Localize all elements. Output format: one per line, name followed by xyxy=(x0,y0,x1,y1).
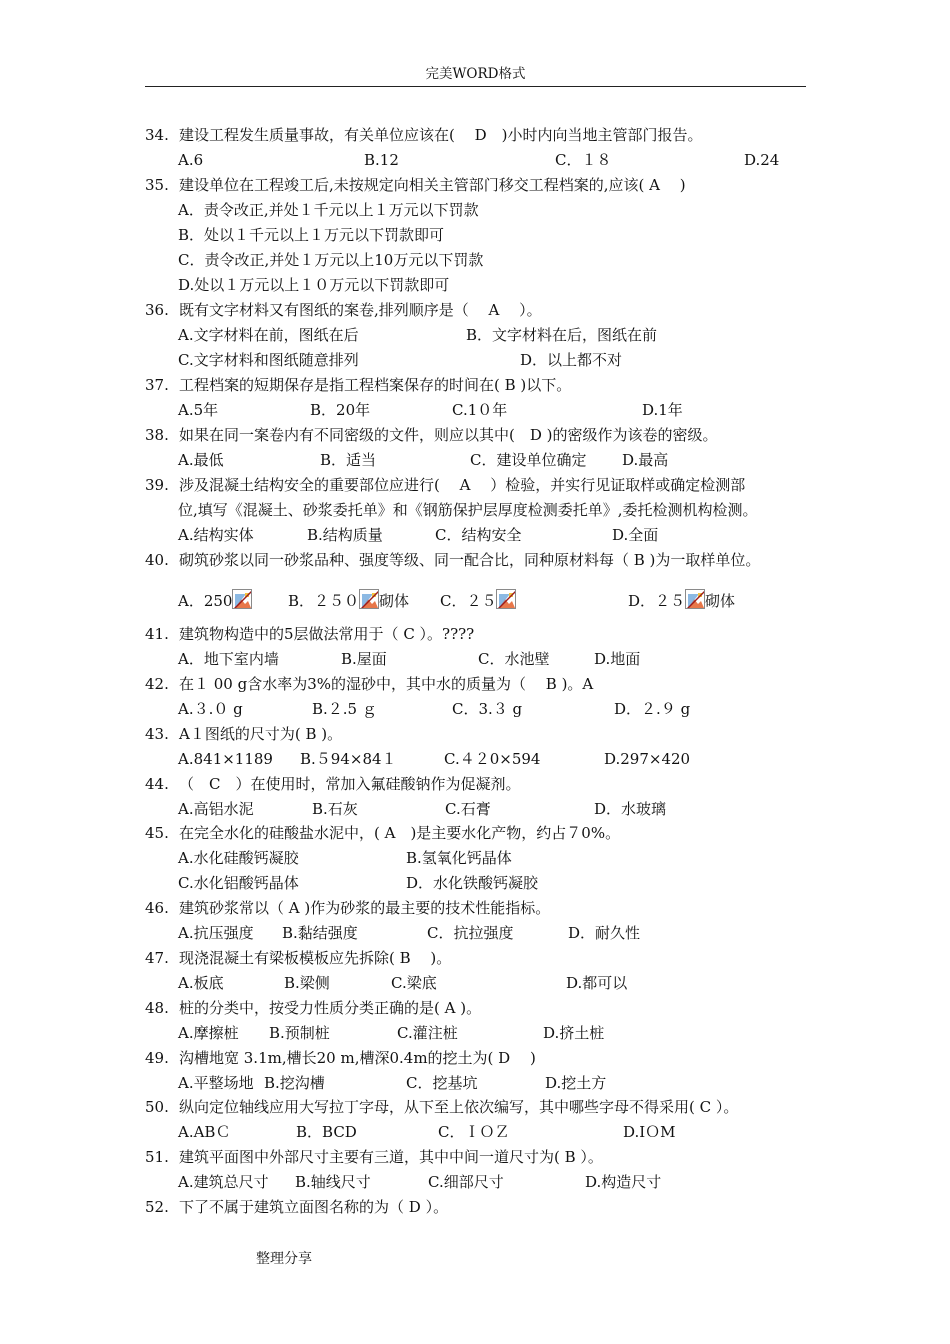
option-c: C.文字材料和图纸随意排列 xyxy=(178,351,359,369)
option-b: B.结构质量 xyxy=(307,526,383,544)
question-38 xyxy=(145,423,718,448)
question-42 xyxy=(145,672,593,697)
question-text: 建筑平面图中外部尺寸主要有三道，其中中间一道尺寸为( B ）。 xyxy=(179,1148,603,1166)
broken-image-icon xyxy=(685,589,705,609)
option-b: B．文字材料在后，图纸在前 xyxy=(466,326,658,344)
question-text: 建筑砂浆常以（ A )作为砂浆的最主要的技术性能指标。 xyxy=(179,899,551,917)
question-52 xyxy=(145,1195,448,1220)
question-number: 43. xyxy=(145,725,169,743)
option-a: A．地下室内墙 xyxy=(178,650,279,668)
question-number: 34. xyxy=(145,126,169,144)
option-b: B.挖沟槽 xyxy=(264,1074,325,1092)
option-d xyxy=(628,589,735,614)
option-a: A.ABＣ xyxy=(178,1123,231,1141)
question-text: 在１ 00 g含水率为3%的湿砂中，其中水的质量为（ B )。A xyxy=(179,675,594,693)
option-a: A.抗压强度 xyxy=(178,924,254,942)
question-number: 44. xyxy=(145,775,169,793)
option-suffix: 砌体 xyxy=(705,592,736,610)
option-a: A.３.０ g xyxy=(178,700,243,718)
question-40 xyxy=(145,548,760,573)
option-a: A.建筑总尺寸 xyxy=(178,1173,269,1191)
option-text: B．２５０ xyxy=(288,592,360,610)
option-c: C．１８ xyxy=(555,151,612,169)
option-b xyxy=(288,589,409,614)
option-a: A.最低 xyxy=(178,451,224,469)
option-text: A．250 xyxy=(178,592,233,610)
question-text: 现浇混凝土有梁板模板应先拆除( B )。 xyxy=(179,949,452,967)
option-d: D．水玻璃 xyxy=(594,800,667,818)
question-number: 35. xyxy=(145,176,169,194)
question-37 xyxy=(145,373,571,398)
question-number: 39. xyxy=(145,476,169,494)
option-a: A.文字材料在前，图纸在后 xyxy=(178,326,359,344)
option-a: A.结构实体 xyxy=(178,526,254,544)
option-c: C．责令改正,并处１万元以上10万元以下罚款 xyxy=(178,251,484,269)
option-b: B.屋面 xyxy=(341,650,387,668)
option-b: B.石灰 xyxy=(312,800,358,818)
option-c: C.细部尺寸 xyxy=(428,1173,504,1191)
question-text: 砌筑砂浆以同一砂浆品种、强度等级、同一配合比，同种原材料每（ B )为一取样单位。 xyxy=(179,551,761,569)
option-b: B.12 xyxy=(364,151,399,169)
option-d: D．耐久性 xyxy=(568,924,641,942)
question-number: 50. xyxy=(145,1098,169,1116)
option-b: B.梁侧 xyxy=(284,974,330,992)
question-number: 41. xyxy=(145,625,169,643)
question-text: 建设单位在工程竣工后,未按规定向相关主管部门移交工程档案的,应该( A ) xyxy=(179,176,686,194)
option-text: D．２５ xyxy=(628,592,686,610)
broken-image-icon xyxy=(359,589,379,609)
option-a: A.6 xyxy=(178,151,204,169)
option-c: C.水化铝酸钙晶体 xyxy=(178,874,299,892)
option-d: D.都可以 xyxy=(566,974,628,992)
question-text-continued: 位,填写《混凝土、砂浆委托单》和《钢筋保护层厚度检测委托单》,委托检测机构检测。 xyxy=(178,501,758,519)
question-49 xyxy=(145,1046,536,1071)
option-a: A.5年 xyxy=(178,401,219,419)
question-43 xyxy=(145,722,342,747)
broken-image-icon xyxy=(496,589,516,609)
question-number: 51. xyxy=(145,1148,169,1166)
option-b: B．处以１千元以上１万元以下罚款即可 xyxy=(178,226,445,244)
option-d: D.全面 xyxy=(612,526,659,544)
question-number: 38. xyxy=(145,426,169,444)
option-b: B.黏结强度 xyxy=(282,924,358,942)
option-c: C.梁底 xyxy=(391,974,437,992)
option-b: B．适当 xyxy=(320,451,377,469)
question-51 xyxy=(145,1145,603,1170)
option-d: D.处以１万元以上１０万元以下罚款即可 xyxy=(178,276,450,294)
question-number: 40. xyxy=(145,551,169,569)
question-48 xyxy=(145,996,481,1021)
question-number: 47. xyxy=(145,949,169,967)
option-c: C．水池壁 xyxy=(478,650,550,668)
option-b: B.轴线尺寸 xyxy=(295,1173,371,1191)
option-a: A.摩擦桩 xyxy=(178,1024,239,1042)
option-d: D.24 xyxy=(744,151,780,169)
option-a xyxy=(178,589,252,614)
question-41 xyxy=(145,622,474,647)
option-d: D.挤土桩 xyxy=(543,1024,605,1042)
option-c: C．建设单位确定 xyxy=(470,451,587,469)
option-c: C.４２0×594 xyxy=(444,750,541,768)
option-c: C．抗拉强度 xyxy=(427,924,514,942)
option-b: B.氢氧化钙晶体 xyxy=(406,849,512,867)
option-c: C.1０年 xyxy=(452,401,508,419)
option-c: C．ＩＯＺ xyxy=(438,1123,510,1141)
question-text: 沟槽地宽 3.1m,槽长20 m,槽深0.4m的挖土为( D ) xyxy=(179,1049,536,1067)
option-b: B.预制桩 xyxy=(269,1024,330,1042)
question-number: 45. xyxy=(145,824,169,842)
question-text: 工程档案的短期保存是指工程档案保存的时间在( B )以下。 xyxy=(179,376,572,394)
option-b: B.２.5 ｇ xyxy=(312,700,377,718)
question-39 xyxy=(145,473,745,498)
question-50 xyxy=(145,1095,738,1120)
question-text: 如果在同一案卷内有不同密级的文件，则应以其中( D )的密级作为该卷的密级。 xyxy=(179,426,718,444)
question-number: 46. xyxy=(145,899,169,917)
question-number: 36. xyxy=(145,301,169,319)
question-text: 下了不属于建筑立面图名称的为（ D ）。 xyxy=(179,1198,449,1216)
option-a: A.841×1189 xyxy=(178,750,273,768)
option-d: D．以上都不对 xyxy=(520,351,623,369)
question-number: 42. xyxy=(145,675,169,693)
question-text: A１图纸的尺寸为( B )。 xyxy=(179,725,343,743)
question-text: 建筑物构造中的5层做法常用于（ C ）。???? xyxy=(179,625,475,643)
option-b: B．20年 xyxy=(310,401,371,419)
question-text: 纵向定位轴线应用大写拉丁字母，从下至上依次编写，其中哪些字母不得采用( C ）。 xyxy=(179,1098,739,1116)
option-d: D．２.９ g xyxy=(614,700,691,718)
question-number: 49. xyxy=(145,1049,169,1067)
question-text: 建设工程发生质量事故，有关单位应该在( D )小时内向当地主管部门报告。 xyxy=(179,126,703,144)
question-text: 在完全水化的硅酸盐水泥中，( A )是主要水化产物，约占７0%。 xyxy=(179,824,621,842)
option-d: D.297×420 xyxy=(604,750,691,768)
question-number: 52. xyxy=(145,1198,169,1216)
question-35 xyxy=(145,173,686,198)
option-d: D.IＯM xyxy=(623,1123,676,1141)
question-text: 既有文字材料又有图纸的案卷,排列顺序是（ A ）。 xyxy=(179,301,542,319)
option-c: C．挖基坑 xyxy=(406,1074,478,1092)
option-d: D.最高 xyxy=(622,451,669,469)
option-text: C．２５ xyxy=(440,592,497,610)
option-d: D.挖土方 xyxy=(545,1074,607,1092)
page-footer: 整理分享 xyxy=(256,1251,312,1267)
option-b: B．BCD xyxy=(296,1123,357,1141)
broken-image-icon xyxy=(232,589,252,609)
page-header: 完美WORD格式 xyxy=(145,64,806,87)
question-47 xyxy=(145,946,451,971)
option-c: C.灌注桩 xyxy=(397,1024,458,1042)
option-c: C．结构安全 xyxy=(435,526,522,544)
option-a: A.平整场地 xyxy=(178,1074,254,1092)
option-d: D.构造尺寸 xyxy=(585,1173,662,1191)
option-a: A.板底 xyxy=(178,974,224,992)
question-text: 涉及混凝土结构安全的重要部位应进行( A ）检验，并实行见证取样或确定检测部 xyxy=(179,476,746,494)
option-a: A.水化硅酸钙凝胶 xyxy=(178,849,299,867)
question-34 xyxy=(145,123,703,148)
question-45 xyxy=(145,821,620,846)
option-c xyxy=(440,589,516,614)
option-suffix: 砌体 xyxy=(379,592,410,610)
option-c: C.石膏 xyxy=(445,800,491,818)
option-d: D.1年 xyxy=(642,401,683,419)
question-44 xyxy=(145,772,520,797)
option-b: B.５94×84１ xyxy=(300,750,397,768)
question-36 xyxy=(145,298,542,323)
question-text: （ C ）在使用时，常加入氟硅酸钠作为促凝剂。 xyxy=(179,775,521,793)
question-number: 37. xyxy=(145,376,169,394)
question-number: 48. xyxy=(145,999,169,1017)
option-a: A.高铝水泥 xyxy=(178,800,254,818)
option-d: D．水化铁酸钙凝胶 xyxy=(406,874,539,892)
question-46 xyxy=(145,896,550,921)
option-c: C．3.３ g xyxy=(452,700,523,718)
question-text: 桩的分类中，按受力性质分类正确的是( A )。 xyxy=(179,999,482,1017)
option-a: A．责令改正,并处１千元以上１万元以下罚款 xyxy=(178,201,479,219)
option-d: D.地面 xyxy=(594,650,641,668)
